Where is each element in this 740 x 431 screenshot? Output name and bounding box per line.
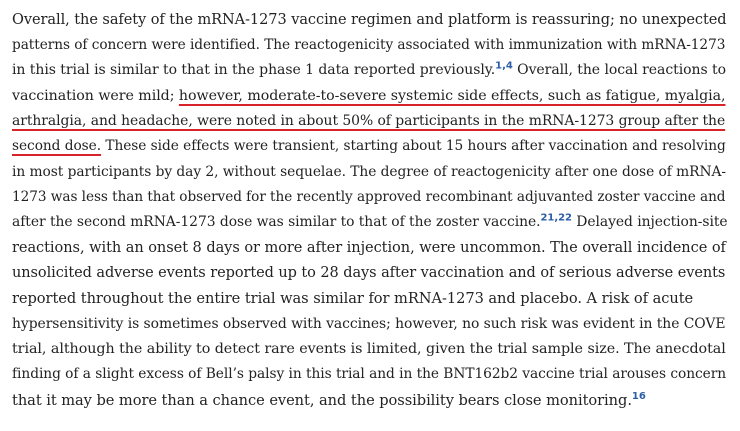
text-segment: Overall, the local reactions to <box>512 62 726 78</box>
text-segment: finding of a slight excess of Bell’s palsy in this trial and in the BNT162b2 vaccine trial arouses concern <box>12 366 727 382</box>
text-segment: patterns of concern were identified. The reactogenicity associated with immunization with mRNA-1273 <box>12 37 726 53</box>
text-segment: Overall, the safety of the mRNA-1273 vaccine regimen and platform is reassuring; no unexpected <box>12 12 727 28</box>
text-line <box>12 265 725 281</box>
highlighted-text: however, moderate-to-severe systemic side effects, such as fatigue, myalgia, <box>178 88 726 104</box>
text-line <box>12 113 725 129</box>
text-line <box>12 341 726 357</box>
text-segment: in most participants by day 2, without sequelae. The degree of reactogenicity after one dose of mRNA- <box>12 164 726 180</box>
text-line <box>12 214 728 230</box>
text-line <box>12 189 725 205</box>
text-line <box>12 392 646 409</box>
text-segment: 1273 was less than that observed for the recently approved recombinant adjuvanted zoster vaccine and <box>12 189 726 205</box>
text-line <box>12 240 726 256</box>
text-line <box>12 366 726 382</box>
text-line <box>12 138 726 154</box>
text-segment: in this trial is similar to that in the phase 1 data reported previously. <box>12 62 496 78</box>
text-line <box>12 62 726 78</box>
text-line <box>12 164 726 180</box>
text-segment: that it may be more than a chance event, and the possibility bears close monitoring. <box>12 392 632 409</box>
citation-link[interactable]: 21,22 <box>540 212 572 224</box>
text-segment: reported throughout the entire trial was similar for mRNA-1273 and placebo. A risk of acute <box>12 290 694 307</box>
citation-link[interactable]: 16 <box>631 391 646 403</box>
text-line <box>12 290 693 307</box>
text-segment: unsolicited adverse events reported up to 28 days after vaccination and of serious adverse events <box>12 265 726 281</box>
text-segment: trial, although the ability to detect rare events is limited, given the trial sample size. The anecdotal <box>12 341 726 357</box>
highlighted-text: arthralgia, and headache, were noted in about 50% of participants in the mRNA-1273 group after the <box>12 113 726 129</box>
text-segment: These side effects were transient, starting about 15 hours after vaccination and resolving <box>101 138 726 154</box>
text-segment: vaccination were mild; <box>12 88 179 104</box>
text-segment: reactions, with an onset 8 days or more after injection, were uncommon. The overall incidence of <box>12 240 726 256</box>
text-line <box>12 88 725 104</box>
text-line <box>12 37 725 53</box>
citation-link[interactable]: 1,4 <box>495 60 513 72</box>
text-segment: after the second mRNA-1273 dose was similar to that of the zoster vaccine. <box>12 214 541 230</box>
text-segment: Delayed injection-site <box>571 214 728 230</box>
text-segment: hypersensitivity is sometimes observed with vaccines; however, no such risk was evident in the COVE <box>12 316 726 332</box>
text-line <box>12 316 725 332</box>
text-line <box>12 12 727 28</box>
highlighted-text: second dose. <box>12 138 102 154</box>
